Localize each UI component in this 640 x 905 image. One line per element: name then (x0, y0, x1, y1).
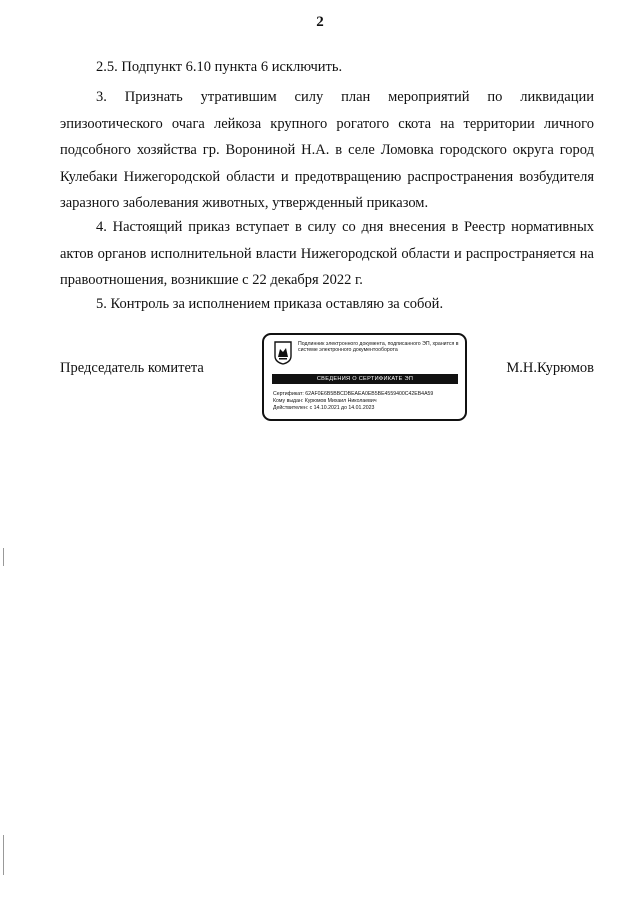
signatory-name: М.Н.Курюмов (506, 360, 594, 376)
stamp-issued-to: Кому выдан: Курюмов Михаил Николаевич (273, 398, 377, 404)
stamp-header: Подлинник электронного документа, подписанного ЭП, хранится в системе электронного документооборота (298, 341, 459, 354)
signatory-position: Председатель комитета (60, 360, 204, 376)
paragraph-4: 4. Настоящий приказ вступает в силу со дня внесения в Реестр нормативных актов органов исполнительной власти Нижегородской области и распространяется на правоотношения, возникшие с 22 декабря 2022 г. (60, 219, 594, 288)
paragraph-5: 5. Контроль за исполнением приказа оставляю за собой. (96, 296, 444, 312)
stamp-certificate-number: Сертификат: 62AF0E6B5BBCDBEAEA0EB5BE4559400C42EB4A59 (273, 391, 434, 397)
scan-margin-mark (3, 548, 4, 566)
page-number: 2 (316, 14, 324, 30)
electronic-signature-stamp (262, 333, 467, 421)
stamp-certificate-bar: СВЕДЕНИЯ О СЕРТИФИКАТЕ ЭП (272, 374, 458, 384)
scan-margin-mark (3, 835, 4, 875)
coat-of-arms-icon (274, 341, 292, 365)
paragraph-2-5: 2.5. Подпункт 6.10 пункта 6 исключить. (96, 59, 343, 75)
stamp-validity: Действителен: с 14.10.2021 до 14.01.2023 (273, 405, 375, 411)
paragraph-3: 3. Признать утратившим силу план мероприятий по ликвидации эпизоотического очага лейкоза крупного рогатого скота на территории личного подсобного хозяйства гр. Ворониной Н.А. в селе Ломовка городского округа город Кулебаки Нижегородской области и предотвращению распространения возбудителя заразного заболевания животных, утвержденный приказом. (60, 89, 594, 211)
